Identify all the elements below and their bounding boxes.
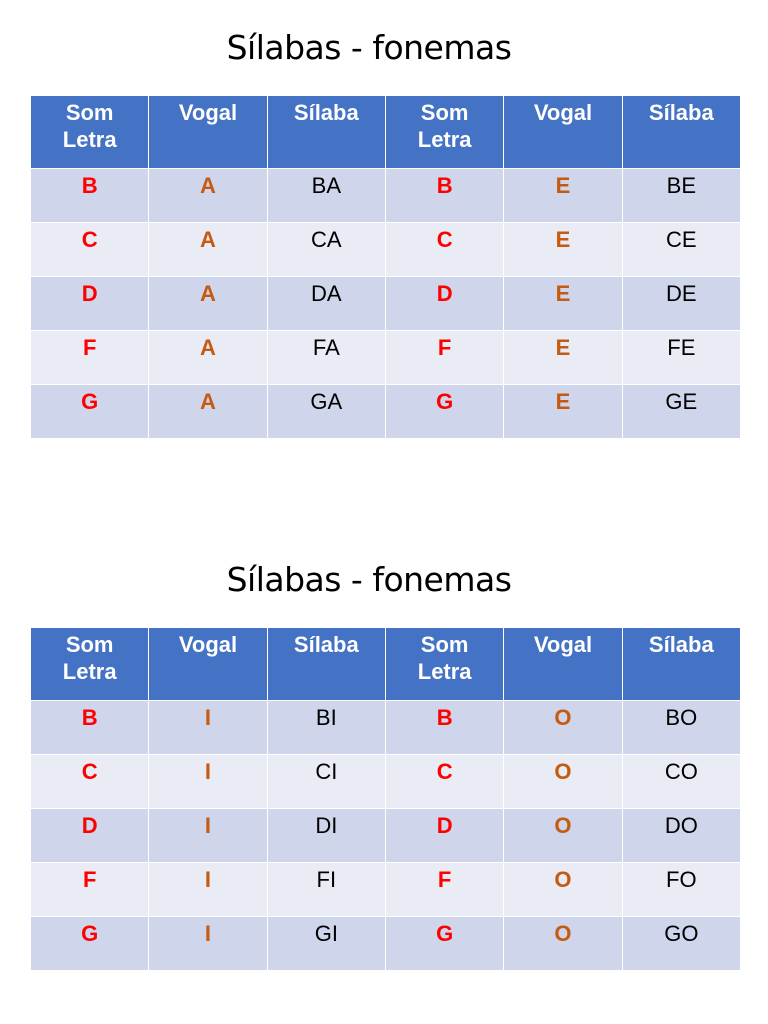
syllable-cell: CO (622, 755, 740, 809)
consonant-cell: B (31, 169, 149, 223)
consonant-cell: F (31, 863, 149, 917)
header-som-letra (385, 96, 503, 169)
table-row (31, 809, 741, 863)
vowel-cell: A (149, 223, 267, 277)
consonant-cell: D (385, 277, 503, 331)
syllable-table (30, 627, 741, 971)
table-row (31, 385, 741, 439)
syllable-cell: DE (622, 277, 740, 331)
section-title: Sílabas - fonemas (226, 560, 512, 599)
consonant-cell: C (31, 755, 149, 809)
syllable-cell: GO (622, 917, 740, 971)
vowel-cell: I (149, 917, 267, 971)
syllable-cell: FE (622, 331, 740, 385)
header-vogal: Vogal (504, 96, 622, 169)
header-som-letra (31, 628, 149, 701)
syllable-cell: FI (267, 863, 385, 917)
consonant-cell: C (31, 223, 149, 277)
syllable-cell: GI (267, 917, 385, 971)
table-row (31, 917, 741, 971)
header-vogal: Vogal (504, 628, 622, 701)
consonant-cell: D (31, 277, 149, 331)
consonant-cell: G (385, 385, 503, 439)
header-label: Som Letra (417, 632, 472, 684)
vowel-cell: A (149, 277, 267, 331)
header-label: Som Letra (62, 100, 117, 152)
table-header-row (31, 96, 741, 169)
table-row (31, 277, 741, 331)
syllable-cell: BI (267, 701, 385, 755)
syllable-cell: DA (267, 277, 385, 331)
vowel-cell: A (149, 331, 267, 385)
consonant-cell: D (385, 809, 503, 863)
consonant-cell: B (31, 701, 149, 755)
consonant-cell: F (385, 331, 503, 385)
consonant-cell: G (385, 917, 503, 971)
header-silaba: Sílaba (622, 628, 740, 701)
vowel-cell: O (504, 701, 622, 755)
syllable-cell: FO (622, 863, 740, 917)
header-label: Som Letra (62, 632, 117, 684)
syllable-cell: GA (267, 385, 385, 439)
table-row (31, 701, 741, 755)
table-row (31, 169, 741, 223)
table-row (31, 863, 741, 917)
header-silaba: Sílaba (267, 628, 385, 701)
consonant-cell: D (31, 809, 149, 863)
consonant-cell: G (31, 385, 149, 439)
table-header-row (31, 628, 741, 701)
header-silaba: Sílaba (267, 96, 385, 169)
syllable-cell: DO (622, 809, 740, 863)
syllable-cell: BE (622, 169, 740, 223)
table-row (31, 223, 741, 277)
header-som-letra (31, 96, 149, 169)
syllable-cell: GE (622, 385, 740, 439)
vowel-cell: I (149, 755, 267, 809)
header-label: Som Letra (417, 100, 472, 152)
syllable-cell: CI (267, 755, 385, 809)
header-vogal: Vogal (149, 96, 267, 169)
consonant-cell: C (385, 223, 503, 277)
table-row (31, 755, 741, 809)
vowel-cell: A (149, 385, 267, 439)
vowel-cell: E (504, 331, 622, 385)
vowel-cell: I (149, 809, 267, 863)
section-title: Sílabas - fonemas (226, 28, 512, 67)
syllable-table (30, 95, 741, 439)
vowel-cell: E (504, 385, 622, 439)
consonant-cell: C (385, 755, 503, 809)
vowel-cell: E (504, 277, 622, 331)
vowel-cell: I (149, 701, 267, 755)
consonant-cell: F (385, 863, 503, 917)
header-vogal: Vogal (149, 628, 267, 701)
syllable-cell: BO (622, 701, 740, 755)
header-silaba: Sílaba (622, 96, 740, 169)
syllable-cell: CA (267, 223, 385, 277)
vowel-cell: A (149, 169, 267, 223)
syllable-cell: FA (267, 331, 385, 385)
syllable-cell: DI (267, 809, 385, 863)
consonant-cell: B (385, 169, 503, 223)
consonant-cell: F (31, 331, 149, 385)
vowel-cell: O (504, 755, 622, 809)
consonant-cell: B (385, 701, 503, 755)
vowel-cell: O (504, 809, 622, 863)
syllable-cell: BA (267, 169, 385, 223)
vowel-cell: E (504, 223, 622, 277)
vowel-cell: I (149, 863, 267, 917)
consonant-cell: G (31, 917, 149, 971)
syllable-cell: CE (622, 223, 740, 277)
vowel-cell: O (504, 917, 622, 971)
header-som-letra (385, 628, 503, 701)
vowel-cell: E (504, 169, 622, 223)
table-row (31, 331, 741, 385)
vowel-cell: O (504, 863, 622, 917)
